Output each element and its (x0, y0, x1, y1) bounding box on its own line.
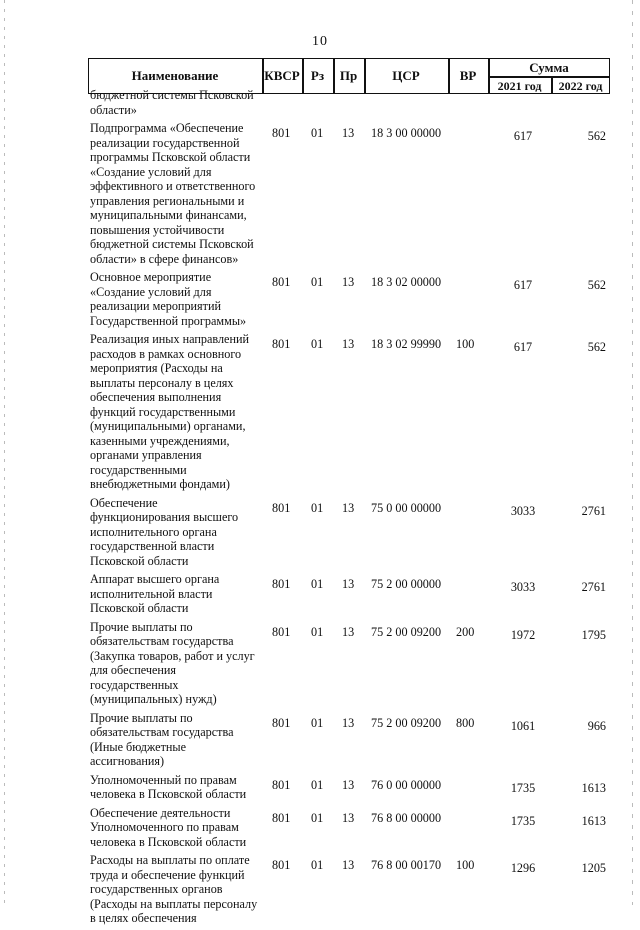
header-2021: 2021 год (497, 79, 542, 93)
row-name (90, 88, 262, 117)
row-name-line: области» (90, 102, 137, 117)
row-name-line: (Закупка товаров, работ и услуг (90, 648, 255, 663)
table-row (0, 270, 640, 332)
row-rz: 01 (311, 810, 324, 825)
row-name-line: расходов в рамках основного (90, 346, 242, 361)
row-name-line: реализации государственной (90, 135, 240, 150)
row-name-line: «Создание условий для (90, 284, 212, 299)
row-pr: 13 (342, 715, 355, 730)
row-name (90, 572, 262, 616)
row-name (90, 620, 262, 707)
row-name-line: Государственной программы» (90, 313, 247, 328)
row-kvsr: 801 (272, 577, 291, 591)
row-name-line: Основное мероприятие (90, 270, 212, 284)
header-kvsr: КВСР (264, 68, 300, 83)
row-name-line: выплаты персоналу в целях (90, 375, 234, 390)
table-body (0, 88, 640, 930)
row-name-line: Псковской области (90, 601, 189, 615)
row-pr: 13 (342, 777, 355, 792)
row-rz: 01 (311, 337, 324, 351)
table-row (0, 496, 640, 573)
row-name-line: для обеспечения (90, 663, 177, 677)
row-name-line: функций государственными (90, 404, 236, 419)
row-name (90, 332, 262, 492)
row-name-line: реализации мероприятий (90, 299, 222, 313)
row-name-line: Прочие выплаты по (90, 710, 193, 725)
row-kvsr: 801 (272, 715, 291, 730)
row-sum-2022: 1613 (581, 780, 606, 795)
row-name-line: человека в Псковской области (90, 787, 247, 801)
row-pr: 13 (342, 275, 355, 289)
row-name-line: мероприятия (Расходы на (90, 361, 223, 375)
row-rz: 01 (311, 500, 324, 515)
row-pr: 13 (342, 337, 355, 351)
row-kvsr: 801 (272, 858, 291, 872)
row-sum-2021: 1735 (510, 780, 536, 795)
row-name-line: эффективного и ответственного (90, 179, 256, 193)
row-name-line: Обеспечение (90, 495, 158, 510)
row-sum-2022: 1613 (581, 813, 606, 828)
row-kvsr: 801 (272, 810, 291, 825)
row-csr: 76 0 00 00000 (371, 777, 442, 792)
row-csr: 75 0 00 00000 (371, 500, 442, 515)
row-name-line: казенными учреждениями, (90, 433, 230, 448)
row-kvsr: 801 (272, 777, 291, 792)
row-csr: 75 2 00 00000 (371, 577, 442, 591)
row-csr: 18 3 00 00000 (371, 126, 442, 140)
header-pr: Пр (339, 68, 358, 83)
row-sum-2022: 1205 (581, 861, 606, 875)
row-name-line: (Иные бюджетные (90, 739, 187, 754)
row-name (90, 711, 262, 769)
row-csr: 18 3 02 00000 (371, 275, 442, 289)
row-name (90, 806, 262, 850)
row-sum-2021: 1296 (510, 861, 536, 875)
row-name-line: обязательствам государства (90, 634, 234, 648)
row-vr: 200 (456, 624, 475, 639)
row-rz: 01 (311, 624, 324, 639)
row-pr: 13 (342, 858, 355, 872)
row-kvsr: 801 (272, 624, 291, 639)
row-sum-2021: 1061 (510, 718, 536, 733)
row-name-line: (муниципальных) нужд) (90, 692, 217, 706)
row-name (90, 270, 262, 328)
header-name: Наименование (131, 68, 219, 83)
row-sum-2021: 1972 (510, 627, 536, 642)
row-kvsr: 801 (272, 275, 291, 289)
row-sum-2021: 617 (513, 278, 533, 292)
row-name-line: обеспечения выполнения (90, 390, 222, 404)
row-pr: 13 (342, 577, 355, 591)
row-sum-2022: 966 (587, 718, 606, 733)
row-pr: 13 (342, 126, 355, 140)
row-name-line: (Расходы на выплаты персоналу (90, 896, 258, 911)
row-name-line: бюджетной системы Псковской (90, 88, 254, 102)
row-name-line: Псковской области (90, 553, 189, 568)
row-name-line: Аппарат высшего органа (90, 572, 220, 586)
row-name-line: исполнительного органа (90, 524, 217, 539)
row-name-line: человека в Псковской области (90, 834, 247, 849)
row-sum-2022: 1795 (581, 627, 606, 642)
row-name-line: Реализация иных направлений (90, 332, 250, 346)
row-name-line: органами управления (90, 448, 202, 462)
table-row (0, 572, 640, 620)
row-name-line: исполнительной власти (90, 586, 213, 601)
row-rz: 01 (311, 858, 324, 872)
row-name-line: Обеспечение деятельности (90, 805, 231, 820)
row-rz: 01 (311, 126, 324, 140)
row-pr: 13 (342, 500, 355, 515)
row-name (90, 496, 262, 569)
table-row (0, 332, 640, 496)
row-csr: 18 3 02 99990 (371, 337, 442, 351)
row-name-line: государственной власти (90, 539, 215, 553)
row-vr: 100 (456, 858, 475, 872)
table-row (0, 773, 640, 806)
row-rz: 01 (311, 715, 324, 730)
row-sum-2022: 562 (587, 340, 606, 354)
row-sum-2022: 2761 (581, 580, 606, 594)
row-csr: 76 8 00 00000 (371, 810, 442, 825)
row-sum-2021: 3033 (510, 580, 536, 594)
row-name-line: функционирования высшего (90, 510, 239, 524)
row-csr: 75 2 00 09200 (371, 624, 442, 639)
row-name-line: обязательствам государства (90, 725, 234, 739)
row-pr: 13 (342, 624, 355, 639)
header-vr: ВР (459, 68, 477, 83)
row-kvsr: 801 (272, 500, 291, 515)
row-name-line: внебюджетными фондами) (90, 477, 230, 491)
row-csr: 76 8 00 00170 (371, 858, 442, 872)
row-name-line: Уполномоченного по правам (90, 820, 239, 834)
row-name-line: (муниципальными) органами, (90, 419, 246, 433)
row-name (90, 853, 262, 926)
row-kvsr: 801 (272, 126, 291, 140)
row-name-line: Прочие выплаты по (90, 619, 193, 634)
header-divider (488, 76, 610, 78)
row-vr: 100 (456, 337, 475, 351)
header-2022: 2022 год (558, 79, 603, 93)
row-name-line: программы Псковской области (90, 150, 251, 164)
row-kvsr: 801 (272, 337, 291, 351)
row-name-line: в целях обеспечения (90, 911, 197, 925)
row-name-line: государственных (90, 677, 179, 692)
row-vr: 800 (456, 715, 475, 730)
row-sum-2021: 617 (513, 340, 533, 354)
row-rz: 01 (311, 777, 324, 792)
row-sum-2022: 2761 (581, 503, 606, 518)
page-number: 10 (312, 34, 328, 49)
row-name-line: государственных органов (90, 882, 223, 896)
row-name-line: Уполномоченный по правам (90, 772, 237, 787)
table-row (0, 121, 640, 270)
row-sum-2021: 3033 (510, 503, 536, 518)
row-name-line: области» в сфере финансов» (90, 251, 239, 266)
header-sum: Сумма (529, 60, 569, 75)
header-csr: ЦСР (392, 68, 420, 83)
header-rz: Рз (310, 68, 325, 83)
row-name-line: муниципальными финансами, (90, 208, 247, 222)
row-name-line: Подпрограмма «Обеспечение (90, 121, 244, 135)
row-pr: 13 (342, 810, 355, 825)
row-name-line: повышения устойчивости (90, 222, 225, 237)
row-name-line: «Создание условий для (90, 164, 212, 179)
row-name-line: государственными (90, 462, 187, 477)
row-rz: 01 (311, 577, 324, 591)
table-row (0, 853, 640, 930)
row-name (90, 121, 262, 266)
row-sum-2022: 562 (587, 278, 606, 292)
row-name-line: Расходы на выплаты по оплате (90, 853, 250, 867)
row-rz: 01 (311, 275, 324, 289)
row-sum-2021: 1735 (510, 813, 536, 828)
row-name (90, 773, 262, 802)
row-csr: 75 2 00 09200 (371, 715, 442, 730)
table-row (0, 711, 640, 773)
row-name-line: ассигнования) (90, 754, 165, 768)
row-name-line: труда и обеспечение функций (90, 867, 245, 882)
row-name-line: бюджетной системы Псковской (90, 237, 254, 251)
row-name-line: управления региональными и (90, 193, 245, 208)
row-sum-2022: 562 (587, 129, 606, 143)
table-row (0, 806, 640, 854)
table-row (0, 88, 640, 121)
table-row (0, 620, 640, 711)
row-sum-2021: 617 (513, 129, 533, 143)
